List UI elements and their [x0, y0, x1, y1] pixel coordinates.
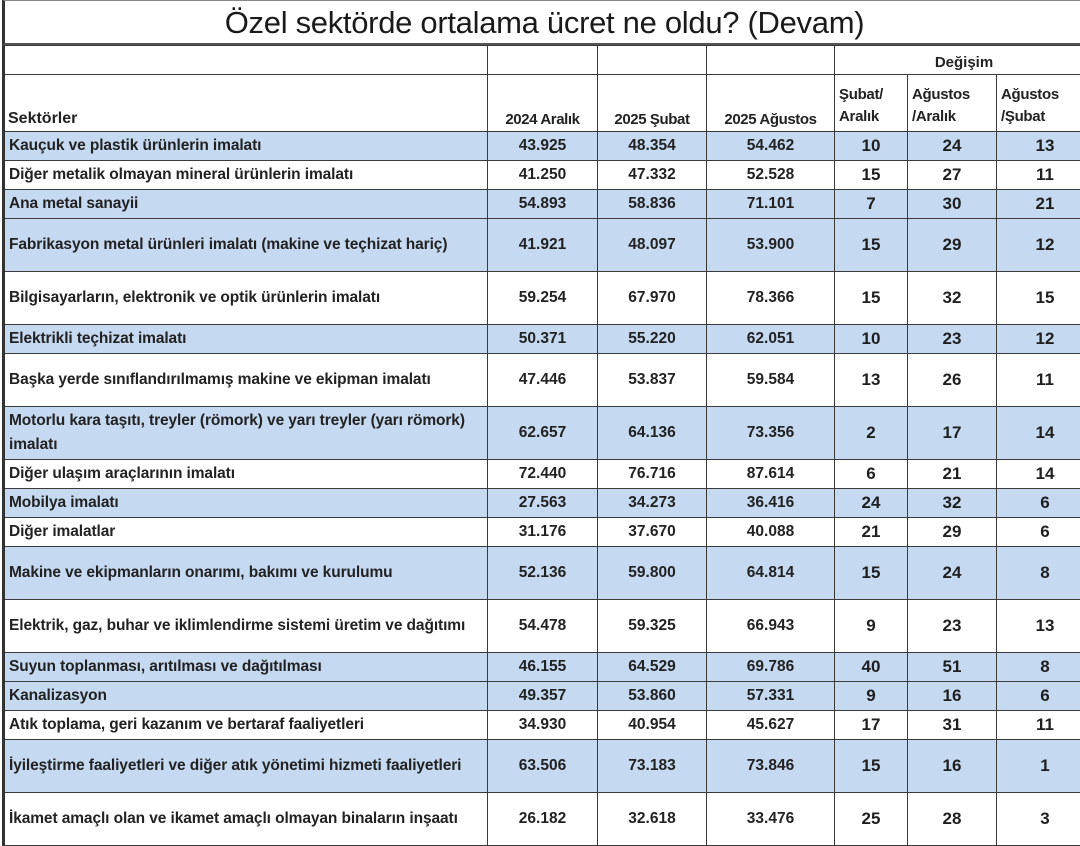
- value-2025-agustos: 40.088: [707, 518, 835, 547]
- table-row: [4, 190, 1080, 219]
- sector-name: İyileştirme faaliyetleri ve diğer atık yönetimi hizmeti faaliyetleri: [4, 740, 488, 793]
- change-agustos-subat: 13: [997, 132, 1080, 161]
- value-2024-aralik: 72.440: [488, 460, 598, 489]
- value-2024-aralik: 43.925: [488, 132, 598, 161]
- table-row: [4, 489, 1080, 518]
- empty-header-cell: [598, 46, 707, 75]
- change-subat-aralik: 40: [835, 653, 908, 682]
- value-2024-aralik: 34.930: [488, 711, 598, 740]
- value-2025-subat: 64.529: [598, 653, 707, 682]
- sector-name: Diğer imalatlar: [4, 518, 488, 547]
- value-2024-aralik: 27.563: [488, 489, 598, 518]
- value-2024-aralik: 62.657: [488, 407, 598, 460]
- value-2025-agustos: 33.476: [707, 793, 835, 846]
- change-subat-aralik: 13: [835, 354, 908, 407]
- change-agustos-subat: 15: [997, 272, 1080, 325]
- value-2025-agustos: 53.900: [707, 219, 835, 272]
- change-subat-aralik: 9: [835, 682, 908, 711]
- value-2025-agustos: 54.462: [707, 132, 835, 161]
- value-2024-aralik: 49.357: [488, 682, 598, 711]
- value-2025-subat: 59.800: [598, 547, 707, 600]
- table-row: [4, 354, 1080, 407]
- empty-header-cell: [707, 46, 835, 75]
- header-agustos-subat: [997, 75, 1080, 132]
- table-row: [4, 460, 1080, 489]
- change-agustos-aralik: 26: [908, 354, 997, 407]
- sector-name: Kanalizasyon: [4, 682, 488, 711]
- change-agustos-subat: 8: [997, 653, 1080, 682]
- change-subat-aralik: 25: [835, 793, 908, 846]
- change-subat-aralik: 21: [835, 518, 908, 547]
- value-2025-agustos: 59.584: [707, 354, 835, 407]
- value-2025-subat: 64.136: [598, 407, 707, 460]
- change-agustos-subat: 11: [997, 354, 1080, 407]
- change-agustos-subat: 6: [997, 518, 1080, 547]
- value-2025-subat: 40.954: [598, 711, 707, 740]
- value-2025-subat: 55.220: [598, 325, 707, 354]
- value-2025-agustos: 71.101: [707, 190, 835, 219]
- value-2025-agustos: 64.814: [707, 547, 835, 600]
- sector-name: Diğer ulaşım araçlarının imalatı: [4, 460, 488, 489]
- sector-name: Bilgisayarların, elektronik ve optik ürünlerin imalatı: [4, 272, 488, 325]
- wage-table: [2, 45, 1080, 846]
- header-line: Ağustos: [1001, 86, 1059, 103]
- table-row: [4, 132, 1080, 161]
- table-body: [4, 132, 1080, 846]
- change-subat-aralik: 10: [835, 325, 908, 354]
- value-2025-agustos: 45.627: [707, 711, 835, 740]
- value-2025-agustos: 66.943: [707, 600, 835, 653]
- sector-name: Suyun toplanması, arıtılması ve dağıtılması: [4, 653, 488, 682]
- table-row: [4, 518, 1080, 547]
- value-2024-aralik: 52.136: [488, 547, 598, 600]
- header-2025-agustos: 2025 Ağustos: [707, 75, 835, 132]
- change-subat-aralik: 17: [835, 711, 908, 740]
- change-subat-aralik: 7: [835, 190, 908, 219]
- change-agustos-aralik: 21: [908, 460, 997, 489]
- value-2024-aralik: 47.446: [488, 354, 598, 407]
- value-2025-agustos: 57.331: [707, 682, 835, 711]
- change-subat-aralik: 2: [835, 407, 908, 460]
- table-row: [4, 600, 1080, 653]
- change-agustos-aralik: 27: [908, 161, 997, 190]
- sector-name: Elektrik, gaz, buhar ve iklimlendirme sistemi üretim ve dağıtımı: [4, 600, 488, 653]
- empty-header-cell: [488, 46, 598, 75]
- change-agustos-subat: 6: [997, 682, 1080, 711]
- table-row: [4, 711, 1080, 740]
- value-2025-agustos: 36.416: [707, 489, 835, 518]
- value-2025-subat: 76.716: [598, 460, 707, 489]
- change-agustos-aralik: 16: [908, 740, 997, 793]
- header-2024-aralik: 2024 Aralık: [488, 75, 598, 132]
- change-agustos-subat: 8: [997, 547, 1080, 600]
- table-row: [4, 325, 1080, 354]
- change-subat-aralik: 15: [835, 272, 908, 325]
- table-row: [4, 272, 1080, 325]
- change-agustos-aralik: 24: [908, 132, 997, 161]
- value-2025-agustos: 62.051: [707, 325, 835, 354]
- header-line: /Aralık: [912, 108, 956, 125]
- table-row: [4, 407, 1080, 460]
- header-subat-aralik: [835, 75, 908, 132]
- sector-name: Mobilya imalatı: [4, 489, 488, 518]
- change-agustos-aralik: 17: [908, 407, 997, 460]
- table-row: [4, 740, 1080, 793]
- table-row: [4, 161, 1080, 190]
- value-2024-aralik: 59.254: [488, 272, 598, 325]
- sector-name: Atık toplama, geri kazanım ve bertaraf faaliyetleri: [4, 711, 488, 740]
- value-2025-agustos: 69.786: [707, 653, 835, 682]
- change-agustos-aralik: 29: [908, 518, 997, 547]
- value-2024-aralik: 46.155: [488, 653, 598, 682]
- change-agustos-aralik: 32: [908, 272, 997, 325]
- value-2025-subat: 37.670: [598, 518, 707, 547]
- sector-name: Motorlu kara taşıtı, treyler (römork) ve yarı treyler (yarı römork) imalatı: [4, 407, 488, 460]
- change-subat-aralik: 15: [835, 161, 908, 190]
- value-2025-subat: 53.837: [598, 354, 707, 407]
- change-agustos-subat: 12: [997, 325, 1080, 354]
- change-agustos-subat: 14: [997, 460, 1080, 489]
- group-header-row: [4, 46, 1080, 75]
- value-2025-agustos: 73.846: [707, 740, 835, 793]
- value-2025-subat: 59.325: [598, 600, 707, 653]
- sector-name: Fabrikasyon metal ürünleri imalatı (makine ve teçhizat hariç): [4, 219, 488, 272]
- change-subat-aralik: 6: [835, 460, 908, 489]
- header-line: Aralık: [839, 108, 879, 125]
- table-title: Özel sektörde ortalama ücret ne oldu? (Devam): [2, 0, 1080, 45]
- change-agustos-aralik: 28: [908, 793, 997, 846]
- value-2025-subat: 48.097: [598, 219, 707, 272]
- value-2025-subat: 73.183: [598, 740, 707, 793]
- value-2025-agustos: 87.614: [707, 460, 835, 489]
- sector-name: Elektrikli teçhizat imalatı: [4, 325, 488, 354]
- table-row: [4, 653, 1080, 682]
- table-row: [4, 682, 1080, 711]
- change-agustos-aralik: 23: [908, 325, 997, 354]
- change-agustos-aralik: 29: [908, 219, 997, 272]
- header-line: Ağustos: [912, 86, 970, 103]
- change-agustos-subat: 11: [997, 161, 1080, 190]
- value-2024-aralik: 54.893: [488, 190, 598, 219]
- value-2025-subat: 53.860: [598, 682, 707, 711]
- change-agustos-aralik: 30: [908, 190, 997, 219]
- value-2025-subat: 32.618: [598, 793, 707, 846]
- table-row: [4, 219, 1080, 272]
- change-agustos-subat: 6: [997, 489, 1080, 518]
- value-2025-agustos: 73.356: [707, 407, 835, 460]
- change-agustos-subat: 13: [997, 600, 1080, 653]
- sector-name: Kauçuk ve plastik ürünlerin imalatı: [4, 132, 488, 161]
- value-2024-aralik: 63.506: [488, 740, 598, 793]
- header-sector: Sektörler: [4, 75, 488, 132]
- table-row: [4, 547, 1080, 600]
- value-2025-subat: 67.970: [598, 272, 707, 325]
- change-agustos-subat: 3: [997, 793, 1080, 846]
- change-agustos-subat: 21: [997, 190, 1080, 219]
- change-agustos-aralik: 51: [908, 653, 997, 682]
- change-agustos-aralik: 23: [908, 600, 997, 653]
- value-2024-aralik: 50.371: [488, 325, 598, 354]
- header-line: Şubat/: [839, 86, 883, 103]
- value-2025-subat: 47.332: [598, 161, 707, 190]
- change-group-header: Değişim: [835, 46, 1080, 75]
- value-2025-subat: 58.836: [598, 190, 707, 219]
- change-subat-aralik: 10: [835, 132, 908, 161]
- change-agustos-subat: 14: [997, 407, 1080, 460]
- change-agustos-aralik: 31: [908, 711, 997, 740]
- header-agustos-aralik: [908, 75, 997, 132]
- value-2025-agustos: 52.528: [707, 161, 835, 190]
- empty-header-cell: [4, 46, 488, 75]
- value-2025-agustos: 78.366: [707, 272, 835, 325]
- change-subat-aralik: 15: [835, 547, 908, 600]
- header-2025-subat: 2025 Şubat: [598, 75, 707, 132]
- change-agustos-subat: 12: [997, 219, 1080, 272]
- change-subat-aralik: 15: [835, 740, 908, 793]
- change-agustos-subat: 1: [997, 740, 1080, 793]
- change-subat-aralik: 9: [835, 600, 908, 653]
- sector-name: Ana metal sanayii: [4, 190, 488, 219]
- value-2024-aralik: 26.182: [488, 793, 598, 846]
- sector-name: İkamet amaçlı olan ve ikamet amaçlı olmayan binaların inşaatı: [4, 793, 488, 846]
- value-2024-aralik: 54.478: [488, 600, 598, 653]
- change-agustos-aralik: 16: [908, 682, 997, 711]
- change-subat-aralik: 15: [835, 219, 908, 272]
- value-2025-subat: 34.273: [598, 489, 707, 518]
- change-agustos-aralik: 24: [908, 547, 997, 600]
- value-2024-aralik: 41.250: [488, 161, 598, 190]
- value-2024-aralik: 41.921: [488, 219, 598, 272]
- value-2025-subat: 48.354: [598, 132, 707, 161]
- change-agustos-subat: 11: [997, 711, 1080, 740]
- value-2024-aralik: 31.176: [488, 518, 598, 547]
- change-subat-aralik: 24: [835, 489, 908, 518]
- change-agustos-aralik: 32: [908, 489, 997, 518]
- header-line: /Şubat: [1001, 108, 1045, 125]
- sector-name: Başka yerde sınıflandırılmamış makine ve ekipman imalatı: [4, 354, 488, 407]
- sector-name: Makine ve ekipmanların onarımı, bakımı ve kurulumu: [4, 547, 488, 600]
- sector-name: Diğer metalik olmayan mineral ürünlerin imalatı: [4, 161, 488, 190]
- column-header-row: [4, 75, 1080, 132]
- table-row: [4, 793, 1080, 846]
